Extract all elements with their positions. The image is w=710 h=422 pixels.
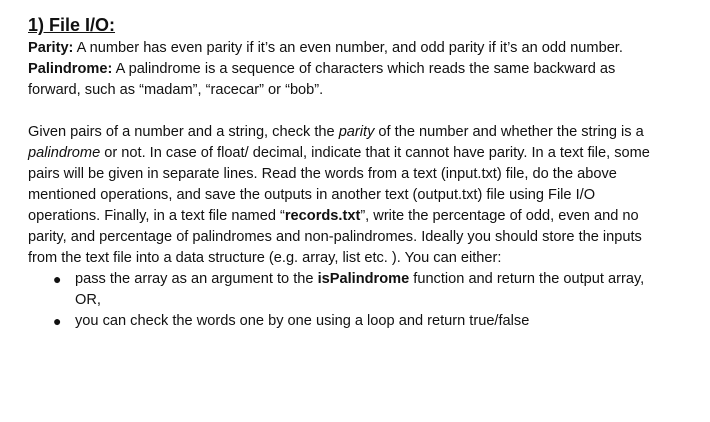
paragraph-gap xyxy=(28,101,668,122)
body-text-3: or not. In case of float/ decimal, indicate that it cannot have parity. In a text file, some pairs will be given in separate lines. Read the words from a text (input.txt) file, do the above mentioned operations, and save the outputs in another text (output.txt) file using File I/O operations. Finally, in a text file named “ xyxy=(28,145,650,224)
options-list xyxy=(28,269,668,332)
body-italic-palindrome: palindrome xyxy=(28,145,101,161)
section-heading: 1) File I/O: xyxy=(28,15,116,35)
body-italic-parity: parity xyxy=(338,124,375,140)
parity-definition xyxy=(28,38,668,59)
body-text-1: Given pairs of a number and a string, check the xyxy=(28,124,339,140)
task-description xyxy=(28,122,668,269)
list-item xyxy=(53,269,668,311)
bullet-1-text-post: function and return the output array, OR, xyxy=(75,271,645,308)
bullet-2-text: you can check the words one by one using a loop and return true/false xyxy=(75,313,530,329)
bullet-icon: ● xyxy=(53,271,62,287)
bullet-icon: ● xyxy=(53,313,62,329)
parity-term: Parity: xyxy=(28,40,74,56)
document xyxy=(28,14,668,332)
body-text-4: ”, write the percentage of odd, even and no parity, and percentage of palindromes and non-palindromes. Ideally you should store the inputs from the text file into a data structure (e.g. array, list etc. ). You can either: xyxy=(28,208,642,266)
palindrome-definition xyxy=(28,59,668,101)
parity-text: A number has even parity if it’s an even number, and odd parity if it’s an odd number. xyxy=(73,40,623,56)
body-text-2: of the number and whether the string is a xyxy=(374,124,644,140)
palindrome-text: A palindrome is a sequence of characters which reads the same backward as forward, such as “madam”, “racecar” or “bob”. xyxy=(28,61,616,98)
bullet-1-text-pre: pass the array as an argument to the xyxy=(75,271,318,287)
bullet-1-bold: isPalindrome xyxy=(317,271,410,287)
palindrome-term: Palindrome: xyxy=(28,61,113,77)
list-item xyxy=(53,311,668,332)
body-bold-records: records.txt xyxy=(284,208,361,224)
